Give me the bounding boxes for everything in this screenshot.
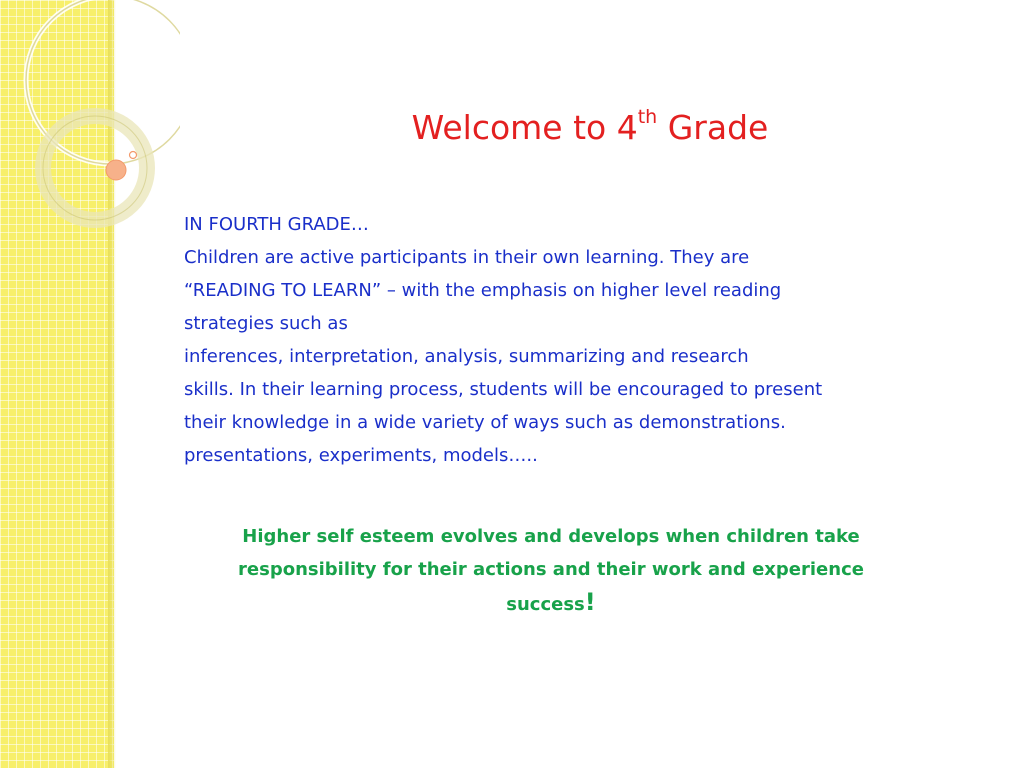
slide-title [260, 108, 920, 147]
highlight-word: success [506, 594, 585, 615]
highlight-quote [184, 520, 918, 621]
body-line: strategies such as [184, 313, 348, 334]
decorative-rings [0, 0, 180, 260]
title-prefix: Welcome to 4 [411, 108, 638, 147]
body-line: Children are active participants in their own learning. They are [184, 247, 750, 268]
body-line: their knowledge in a wide variety of ways such as demonstrations. [184, 412, 786, 433]
title-superscript: th [637, 106, 658, 128]
highlight-line: Higher self esteem evolves and develops when children take [242, 526, 860, 547]
body-line: IN FOURTH GRADE… [184, 214, 369, 235]
body-line: presentations, experiments, models….. [184, 445, 538, 466]
highlight-line: responsibility for their actions and their work and experience [238, 559, 864, 580]
highlight-line-last [184, 586, 918, 621]
body-line: skills. In their learning process, students will be encouraged to present [184, 379, 823, 400]
body-line: inferences, interpretation, analysis, summarizing and research [184, 346, 749, 367]
body-line: “READING TO LEARN” – with the emphasis on higher level reading [184, 280, 782, 301]
body-text [184, 208, 929, 472]
title-suffix: Grade [657, 108, 769, 147]
highlight-exclamation: ! [584, 588, 596, 616]
